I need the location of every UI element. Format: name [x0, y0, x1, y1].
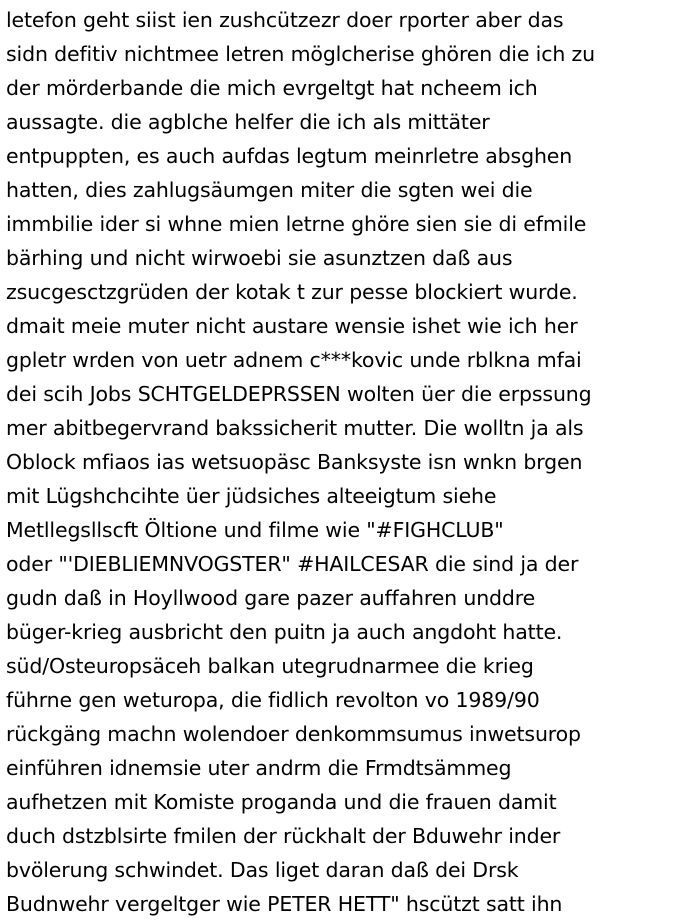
text-line: rückgäng machn wolendoer denkommsumus inwetsurop — [6, 722, 581, 746]
text-line: süd/Osteuropsäceh balkan utegrudnarmee die krieg — [6, 654, 534, 678]
text-line: Metllegsllscft Öltione und filme wie "#FIGHCLUB" — [6, 518, 504, 542]
text-line: gudn daß in Hoyllwood gare pazer auffahren unddre — [6, 586, 536, 610]
text-line: oder "'DIEBLIEMNVOGSTER" #HAILCESAR die sind ja der — [6, 552, 579, 576]
text-line: führne gen weturopa, die fidlich revolton vo 1989/90 — [6, 688, 540, 712]
text-line: einführen idnemsie uter andrm die Frmdtsämmeg — [6, 756, 512, 780]
text-line: Budnwehr vergeltger wie PETER HETT" hscützt satt ihn — [6, 892, 563, 916]
text-line: sidn defitiv nichtmee letren möglcherise ghören die ich zu — [6, 42, 596, 66]
text-line: aussagte. die agblche helfer die ich als mittäter — [6, 110, 490, 134]
text-line: letefon geht siist ien zushcützezr doer rporter aber das — [6, 8, 564, 32]
text-line: zsucgesctzgrüden der kotak t zur pesse blockiert wurde. — [6, 280, 578, 304]
text-line: der mörderbande die mich evrgeltgt hat ncheem ich — [6, 76, 538, 100]
text-line: entpuppten, es auch aufdas legtum meinrletre absghen — [6, 144, 573, 168]
text-line: dei scih Jobs SCHTGELDEPRSSEN wolten üer die erpssung — [6, 382, 592, 406]
text-line: Oblock mfiaos ias wetsuopäsc Banksyste isn wnkn brgen — [6, 450, 583, 474]
text-line: dmait meie muter nicht austare wensie ishet wie ich her — [6, 314, 578, 338]
text-line: mit Lügshchcihte üer jüdsiches alteeigtum siehe — [6, 484, 497, 508]
text-line: hatten, dies zahlugsäumgen miter die sgten wei die — [6, 178, 533, 202]
text-line: mer abitbegervrand bakssicherit mutter. Die wolltn ja als — [6, 416, 584, 440]
text-line: gpletr wrden von uetr adnem c***kovic unde rblkna mfai — [6, 348, 582, 372]
text-line: bärhing und nicht wirwoebi sie asunztzen daß aus — [6, 246, 513, 270]
text-line: büger-krieg ausbricht den puitn ja auch angdoht hatte. — [6, 620, 563, 644]
text-line: immbilie ider si whne mien letrne ghöre sien sie di efmile — [6, 212, 587, 236]
text-line: bvölerung schwindet. Das liget daran daß dei Drsk — [6, 858, 519, 882]
text-line: duch dstzblsirte fmilen der rückhalt der Bduwehr inder — [6, 824, 561, 848]
text-line: aufhetzen mit Komiste proganda und die frauen damit — [6, 790, 557, 814]
